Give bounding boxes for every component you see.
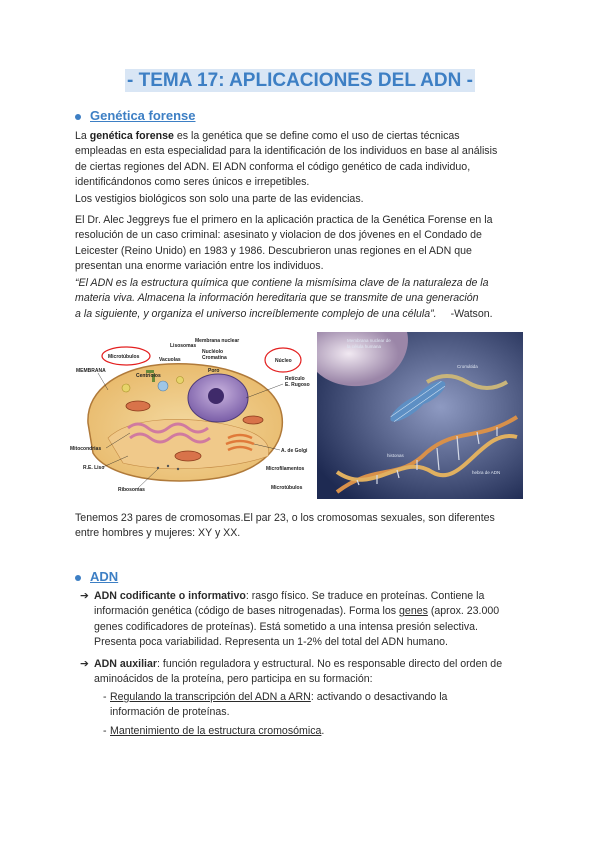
- svg-text:Lisosomas: Lisosomas: [170, 343, 197, 349]
- quote-author: -Watson.: [450, 307, 493, 320]
- svg-text:Nucléolo: Nucléolo: [202, 349, 224, 355]
- svg-text:Centríolos: Centríolos: [136, 373, 161, 379]
- svg-text:R.E. Liso: R.E. Liso: [83, 465, 105, 471]
- svg-text:Microtúbulos: Microtúbulos: [108, 354, 140, 360]
- section-heading-adn: ADN: [75, 569, 118, 584]
- watson-quote: “El ADN es la estructura química que contiene la mismísima clave de la naturaleza de la materia viva. Almacena la información hereditaria que se transmite de una generación a la siguiente, y organiza el universo increíblemente complejo de una célula”. -Watson.: [75, 277, 493, 320]
- page-title: - TEMA 17: APLICACIONES DEL ADN -: [127, 70, 473, 91]
- sub-item-mantenimiento: - Mantenimiento de la estructura cromosómica.: [103, 725, 325, 737]
- svg-text:MEMBRANA: MEMBRANA: [76, 368, 106, 374]
- svg-text:histonas: histonas: [387, 453, 404, 458]
- arrow-bullet-icon: ➔: [80, 590, 89, 602]
- paragraph-cromosomas: Tenemos 23 pares de cromosomas.El par 23, o los cromosomas sexuales, son diferentes entre hombres y mujeres: XY y XX.: [75, 512, 495, 540]
- dna-chromosome-diagram: [317, 332, 523, 499]
- svg-text:Cromátida: Cromátida: [457, 364, 478, 369]
- svg-text:hebra de ADN: hebra de ADN: [472, 470, 501, 475]
- bullet-dot: [75, 114, 81, 120]
- svg-text:Núcleo: Núcleo: [275, 358, 292, 364]
- svg-text:Microtúbulos: Microtúbulos: [271, 485, 303, 491]
- term-genetica-forense: genética forense: [89, 130, 174, 142]
- paragraph-vestigios: Los vestigios biológicos son solo una parte de las evidencias.: [75, 193, 364, 205]
- arrow-bullet-icon: ➔: [80, 658, 89, 670]
- section-heading-genetica-forense: Genética forense: [75, 108, 196, 123]
- svg-text:Mitocondrias: Mitocondrias: [70, 446, 102, 452]
- bullet-dot: [75, 575, 81, 581]
- svg-text:E. Rugoso: E. Rugoso: [285, 382, 310, 388]
- svg-text:Ribosomas: Ribosomas: [118, 487, 145, 493]
- paragraph-jeffreys: El Dr. Alec Jeggreys fue el primero en la aplicación practica de la Genética Forense en la resolución de un caso criminal: asesinato y violacion de dos jóvenes en el Condado de Leicester (Reino Unido) en 1983 y 1986. Descubrieron unas regiones en el ADN que presentan una enorme variación entre los individuos.: [75, 214, 493, 272]
- paragraph-genetica-forense-definition: La genética forense es la genética que se define como el uso de ciertas técnicas empleadas en esta especialidad para la identificación de los individuos en base al análisis de ciertas regiones del ADN. El ADN conforma el código genético de cada individuo, identificándonos como seres únicos e irrepetibles.: [75, 130, 498, 188]
- svg-text:Vacuolas: Vacuolas: [159, 357, 181, 363]
- svg-text:Microfilamentos: Microfilamentos: [266, 466, 305, 472]
- sub-item-regulando: - Regulando la transcripción del ADN a ARN: activando o desactivando la información de proteínas.: [103, 691, 448, 719]
- list-item-adn-codificante: ➔ ADN codificante o informativo: rasgo físico. Se traduce en proteínas. Contiene la información genética (código de bases nitrogenadas). Forma los genes (aprox. 23.000 genes codificadores de proteínas). Está sometido a una intensa presión selectiva. Presenta poca variabilidad. Representa un 1-2% del total del ADN humano.: [80, 590, 500, 648]
- svg-text:Poro: Poro: [208, 368, 220, 374]
- svg-text:la célula humana: la célula humana: [347, 344, 382, 349]
- dna-illustration: [317, 332, 523, 499]
- svg-text:Membrana nuclear: Membrana nuclear: [195, 338, 240, 344]
- svg-text:Cromatina: Cromatina: [202, 355, 227, 361]
- svg-text:A. de Golgi: A. de Golgi: [281, 448, 308, 454]
- svg-text:Retículo: Retículo: [285, 376, 305, 382]
- animal-cell-diagram: [68, 328, 310, 498]
- svg-text:Membrana nuclear de: Membrana nuclear de: [347, 338, 391, 343]
- genes-link[interactable]: genes: [399, 605, 428, 618]
- list-item-adn-auxiliar: ➔ ADN auxiliar: función reguladora y estructural. No es responsable directo del orden de aminoácidos de la proteína, pero participa en su formación:: [80, 658, 503, 686]
- animal-cell-illustration: [68, 328, 310, 498]
